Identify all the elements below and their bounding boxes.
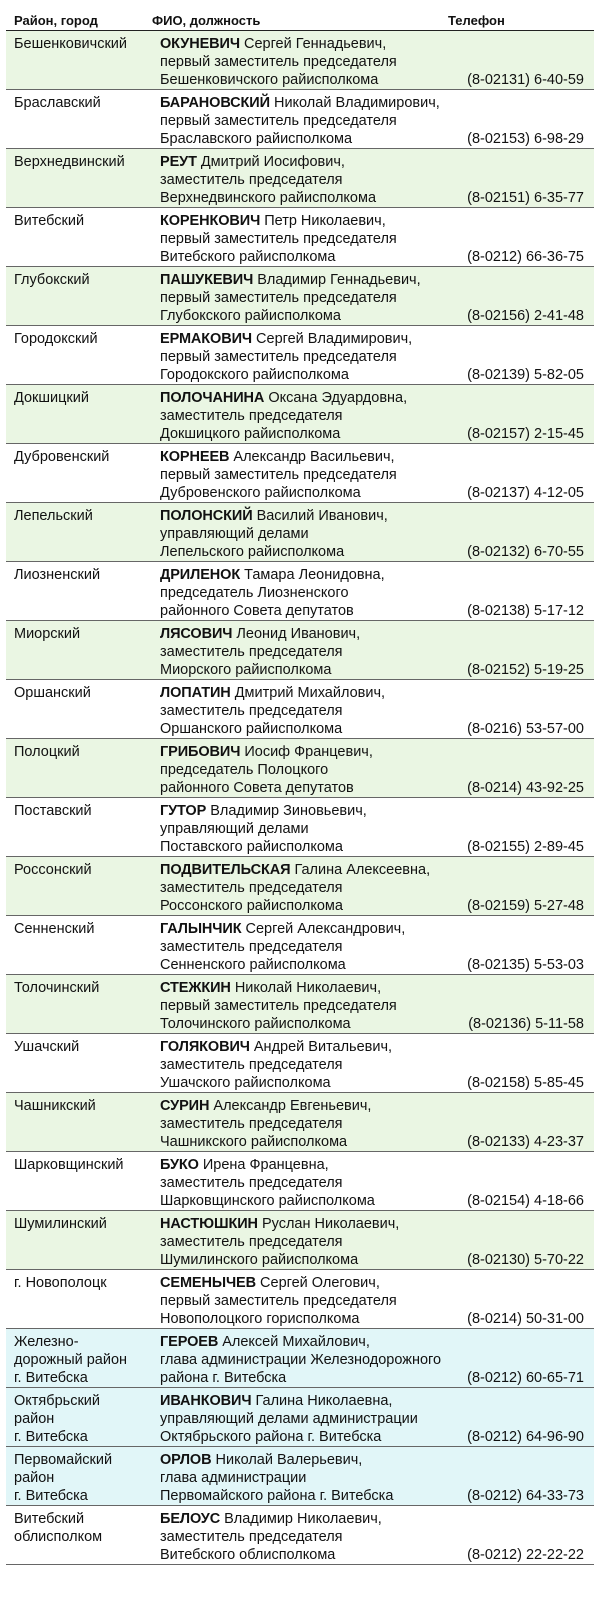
table-row — [6, 680, 594, 739]
person-surname: БЕЛОУС — [160, 1511, 221, 1527]
phone-number: (8-0212) 60-65-71 — [467, 1370, 584, 1386]
person-name: Сергей Олегович — [260, 1275, 376, 1291]
person-surname: ПОДВИТЕЛЬСКАЯ — [160, 862, 291, 878]
person-surname: ПОЛОНСКИЙ — [160, 508, 253, 524]
table-row — [6, 1270, 594, 1329]
district-name: Лепельский — [14, 508, 93, 524]
person-surname: КОРНЕЕВ — [160, 449, 230, 465]
person-name: Николай Николаевич — [234, 980, 378, 996]
person-name: Тамара Леонидовна — [244, 567, 381, 583]
person-name: Леонид Иванович — [236, 626, 357, 642]
table-row — [6, 149, 594, 208]
district-name: Дубровенский — [14, 449, 110, 465]
person-cell: БЕЛОУС Владимир Николаевич, заместитель председателя Витебского облисполкома — [160, 1510, 490, 1564]
person-position: председатель Лиозненского районного Совета депутатов — [160, 585, 354, 619]
person-surname: СУРИН — [160, 1098, 210, 1114]
person-cell: ГЕРОЕВ Алексей Михайлович, глава администрации Железнодорожного района г. Витебска — [160, 1333, 490, 1387]
person-cell: ПОДВИТЕЛЬСКАЯ Галина Алексеевна, заместитель председателя Россонского райисполкома — [160, 861, 490, 915]
person-surname: НАСТЮШКИН — [160, 1216, 258, 1232]
phone-number: (8-02138) 5-17-12 — [467, 603, 584, 619]
district-name: Бешенковичский — [14, 36, 128, 52]
district-name: Городокский — [14, 331, 98, 347]
contacts-table — [6, 0, 594, 1565]
person-name: Алексей Михайлович — [222, 1334, 366, 1350]
person-position: управляющий делами Лепельского райисполкома — [160, 526, 345, 560]
person-cell: КОРНЕЕВ Александр Васильевич, первый заместитель председателя Дубровенского райисполкома — [160, 448, 490, 502]
person-position: управляющий делами Поставского райисполкома — [160, 821, 343, 855]
person-surname: ОКУНЕВИЧ — [160, 36, 240, 52]
table-row — [6, 267, 594, 326]
district-name: Шумилинский — [14, 1216, 107, 1232]
phone-number: (8-02153) 6-98-29 — [467, 131, 584, 147]
district-name: Толочинский — [14, 980, 100, 996]
person-position: заместитель председателя Витебского облисполкома — [160, 1529, 343, 1563]
person-surname: ЛОПАТИН — [160, 685, 231, 701]
person-position: глава администрации Первомайского района г. Витебска — [160, 1470, 394, 1504]
person-position: первый заместитель председателя Браславского райисполкома — [160, 113, 397, 147]
person-name: Владимир Зиновьевич — [210, 803, 363, 819]
person-name: Сергей Александрович — [245, 921, 402, 937]
person-cell: ЛОПАТИН Дмитрий Михайлович, заместитель председателя Оршанского райисполкома — [160, 684, 490, 738]
person-name: Владимир Николаевич — [224, 1511, 378, 1527]
phone-number: (8-0212) 64-96-90 — [467, 1429, 584, 1445]
person-name: Ирена Францевна — [202, 1157, 325, 1173]
district-name: Верхнедвинский — [14, 154, 125, 170]
district-name: Глубокский — [14, 272, 90, 288]
person-cell: ПАШУКЕВИЧ Владимир Геннадьевич, первый заместитель председателя Глубокского райисполкома — [160, 271, 490, 325]
district-name: Витебский облисполком — [14, 1511, 103, 1545]
person-cell: РЕУТ Дмитрий Иосифович, заместитель председателя Верхнедвинского райисполкома — [160, 153, 490, 207]
person-position: первый заместитель председателя Витебского райисполкома — [160, 231, 397, 265]
district-name: Чашникский — [14, 1098, 96, 1114]
person-surname: ГЕРОЕВ — [160, 1334, 219, 1350]
table-row — [6, 739, 594, 798]
person-position: заместитель председателя Миорского райисполкома — [160, 644, 343, 678]
phone-number: (8-02156) 2-41-48 — [467, 308, 584, 324]
phone-number: (8-02136) 5-11-58 — [468, 1016, 584, 1032]
person-surname: ЛЯСОВИЧ — [160, 626, 233, 642]
table-row — [6, 562, 594, 621]
district-name: Октябрьский район г. Витебска — [14, 1393, 100, 1445]
table-row — [6, 503, 594, 562]
person-position: первый заместитель председателя Новополоцкого горисполкома — [160, 1293, 397, 1327]
person-cell: ГРИБОВИЧ Иосиф Францевич, председатель Полоцкого районного Совета депутатов — [160, 743, 490, 797]
district-name: Шарковщинский — [14, 1157, 124, 1173]
table-row — [6, 975, 594, 1034]
person-surname: ДРИЛЕНОК — [160, 567, 241, 583]
person-position: первый заместитель председателя Дубровенского райисполкома — [160, 467, 397, 501]
person-name: Василий Иванович — [256, 508, 384, 524]
person-name: Галина Алексеевна — [294, 862, 427, 878]
person-cell: ОКУНЕВИЧ Сергей Геннадьевич, первый заместитель председателя Бешенковичского райисполкома — [160, 35, 490, 89]
table-row — [6, 857, 594, 916]
phone-number: (8-02133) 4-23-37 — [467, 1134, 584, 1150]
district-name: Оршанский — [14, 685, 91, 701]
person-cell: СЕМЕНЫЧЕВ Сергей Олегович, первый заместитель председателя Новополоцкого горисполкома — [160, 1274, 490, 1328]
person-surname: ОРЛОВ — [160, 1452, 212, 1468]
phone-number: (8-0212) 66-36-75 — [467, 249, 584, 265]
person-cell: ЛЯСОВИЧ Леонид Иванович, заместитель председателя Миорского райисполкома — [160, 625, 490, 679]
table-header — [6, 6, 594, 31]
person-surname: СТЕЖКИН — [160, 980, 231, 996]
phone-number: (8-02157) 2-15-45 — [467, 426, 584, 442]
header-person: ФИО, должность — [152, 13, 261, 28]
person-cell: БАРАНОВСКИЙ Николай Владимирович, первый заместитель председателя Браславского райисполкома — [160, 94, 490, 148]
table-row — [6, 326, 594, 385]
person-surname: РЕУТ — [160, 154, 197, 170]
person-cell: ДРИЛЕНОК Тамара Леонидовна, председатель Лиозненского районного Совета депутатов — [160, 566, 490, 620]
table-row — [6, 31, 594, 90]
table-row — [6, 1329, 594, 1388]
person-position: заместитель председателя Оршанского райисполкома — [160, 703, 343, 737]
person-cell: КОРЕНКОВИЧ Петр Николаевич, первый заместитель председателя Витебского райисполкома — [160, 212, 490, 266]
person-position: заместитель председателя Шарковщинского райисполкома — [160, 1175, 375, 1209]
person-surname: ГРИБОВИЧ — [160, 744, 241, 760]
district-name: Докшицкий — [14, 390, 89, 406]
person-name: Сергей Геннадьевич — [243, 36, 383, 52]
table-row — [6, 1447, 594, 1506]
phone-number: (8-0214) 43-92-25 — [467, 780, 584, 796]
phone-number: (8-02131) 6-40-59 — [467, 72, 584, 88]
phone-number: (8-02139) 5-82-05 — [467, 367, 584, 383]
phone-number: (8-0212) 64-33-73 — [467, 1488, 584, 1504]
person-position: управляющий делами администрации Октябрьского района г. Витебска — [160, 1411, 418, 1445]
phone-number: (8-02158) 5-85-45 — [467, 1075, 584, 1091]
person-name: Андрей Витальевич — [253, 1039, 389, 1055]
person-position: первый заместитель председателя Бешенковичского райисполкома — [160, 54, 397, 88]
person-cell: ПОЛОЧАНИНА Оксана Эдуардовна, заместитель председателя Докшицкого райисполкома — [160, 389, 490, 443]
person-surname: ПАШУКЕВИЧ — [160, 272, 254, 288]
table-row — [6, 1034, 594, 1093]
phone-number: (8-02132) 6-70-55 — [467, 544, 584, 560]
person-cell: ГОЛЯКОВИЧ Андрей Витальевич, заместитель председателя Ушачского райисполкома — [160, 1038, 490, 1092]
phone-number: (8-02151) 6-35-77 — [467, 190, 584, 206]
header-phone: Телефон — [448, 13, 505, 28]
person-position: заместитель председателя Сенненского райисполкома — [160, 939, 346, 973]
person-cell: ГУТОР Владимир Зиновьевич, управляющий делами Поставского райисполкома — [160, 802, 490, 856]
person-position: заместитель председателя Ушачского райисполкома — [160, 1057, 343, 1091]
table-row — [6, 1093, 594, 1152]
person-position: заместитель председателя Россонского райисполкома — [160, 880, 343, 914]
person-cell: ОРЛОВ Николай Валерьевич, глава администрации Первомайского района г. Витебска — [160, 1451, 490, 1505]
phone-number: (8-02159) 5-27-48 — [467, 898, 584, 914]
person-position: первый заместитель председателя Глубокского райисполкома — [160, 290, 397, 324]
district-name: Железно- дорожный район г. Витебска — [14, 1334, 128, 1386]
phone-number: (8-02154) 4-18-66 — [467, 1193, 584, 1209]
district-name: Лиозненский — [14, 567, 101, 583]
person-cell: ПОЛОНСКИЙ Василий Иванович, управляющий делами Лепельского райисполкома — [160, 507, 490, 561]
phone-number: (8-02135) 5-53-03 — [467, 957, 584, 973]
phone-number: (8-02155) 2-89-45 — [467, 839, 584, 855]
person-cell: ИВАНКОВИЧ Галина Николаевна, управляющий делами администрации Октябрьского района г. Витебска — [160, 1392, 490, 1446]
table-row — [6, 1506, 594, 1565]
person-cell: СУРИН Александр Евгеньевич, заместитель председателя Чашникского райисполкома — [160, 1097, 490, 1151]
phone-number: (8-02137) 4-12-05 — [467, 485, 584, 501]
person-cell: НАСТЮШКИН Руслан Николаевич, заместитель председателя Шумилинского райисполкома — [160, 1215, 490, 1269]
person-surname: ЕРМАКОВИЧ — [160, 331, 253, 347]
phone-number: (8-0214) 50-31-00 — [467, 1311, 584, 1327]
person-surname: ГУТОР — [160, 803, 207, 819]
person-name: Николай Владимирович — [273, 95, 436, 111]
district-name: Поставский — [14, 803, 92, 819]
table-row — [6, 798, 594, 857]
phone-number: (8-02130) 5-70-22 — [467, 1252, 584, 1268]
person-name: Галина Николаевна — [255, 1393, 389, 1409]
table-body — [6, 31, 594, 1565]
person-cell: ЕРМАКОВИЧ Сергей Владимирович, первый заместитель председателя Городокского райисполкома — [160, 330, 490, 384]
person-position: заместитель председателя Шумилинского райисполкома — [160, 1234, 359, 1268]
district-name: Россонский — [14, 862, 92, 878]
table-row — [6, 1388, 594, 1447]
table-row — [6, 621, 594, 680]
district-name: Витебский — [14, 213, 85, 229]
district-name: г. Новополоцк — [14, 1275, 107, 1291]
district-name: Ушачский — [14, 1039, 80, 1055]
phone-number: (8-0216) 53-57-00 — [467, 721, 584, 737]
person-surname: ГОЛЯКОВИЧ — [160, 1039, 250, 1055]
phone-number: (8-0212) 22-22-22 — [467, 1547, 584, 1563]
phone-number: (8-02152) 5-19-25 — [467, 662, 584, 678]
person-name: Владимир Геннадьевич — [257, 272, 417, 288]
person-surname: ИВАНКОВИЧ — [160, 1393, 252, 1409]
table-row — [6, 1211, 594, 1270]
person-name: Николай Валерьевич — [215, 1452, 359, 1468]
person-name: Иосиф Францевич — [244, 744, 369, 760]
district-name: Полоцкий — [14, 744, 80, 760]
person-name: Александр Евгеньевич — [213, 1098, 368, 1114]
person-name: Оксана Эдуардовна — [268, 390, 404, 406]
district-name: Миорский — [14, 626, 81, 642]
table-row — [6, 1152, 594, 1211]
person-position: заместитель председателя Верхнедвинского райисполкома — [160, 172, 377, 206]
person-position: первый заместитель председателя Толочинского райисполкома — [160, 998, 397, 1032]
person-surname: КОРЕНКОВИЧ — [160, 213, 261, 229]
table-row — [6, 90, 594, 149]
district-name: Первомайский район г. Витебска — [14, 1452, 113, 1504]
person-surname: БУКО — [160, 1157, 199, 1173]
table-row — [6, 208, 594, 267]
person-cell: СТЕЖКИН Николай Николаевич, первый заместитель председателя Толочинского райисполкома — [160, 979, 490, 1033]
person-name: Дмитрий Михайлович — [234, 685, 382, 701]
district-name: Сенненский — [14, 921, 95, 937]
person-position: заместитель председателя Докшицкого райисполкома — [160, 408, 343, 442]
person-surname: СЕМЕНЫЧЕВ — [160, 1275, 256, 1291]
person-name: Петр Николаевич — [264, 213, 382, 229]
person-surname: ПОЛОЧАНИНА — [160, 390, 265, 406]
person-name: Сергей Владимирович — [256, 331, 409, 347]
person-name: Руслан Николаевич — [261, 1216, 396, 1232]
person-surname: ГАЛЫНЧИК — [160, 921, 242, 937]
person-surname: БАРАНОВСКИЙ — [160, 95, 270, 111]
header-district: Район, город — [14, 13, 98, 28]
table-row — [6, 385, 594, 444]
table-row — [6, 916, 594, 975]
person-position: глава администрации Железнодорожного района г. Витебска — [160, 1352, 442, 1386]
person-position: заместитель председателя Чашникского райисполкома — [160, 1116, 348, 1150]
person-name: Дмитрий Иосифович — [200, 154, 341, 170]
person-cell: ГАЛЫНЧИК Сергей Александрович, заместитель председателя Сенненского райисполкома — [160, 920, 490, 974]
person-name: Александр Васильевич — [233, 449, 391, 465]
table-row — [6, 444, 594, 503]
person-position: первый заместитель председателя Городокского райисполкома — [160, 349, 397, 383]
person-cell: БУКО Ирена Францевна, заместитель председателя Шарковщинского райисполкома — [160, 1156, 490, 1210]
district-name: Браславский — [14, 95, 101, 111]
person-position: председатель Полоцкого районного Совета депутатов — [160, 762, 354, 796]
